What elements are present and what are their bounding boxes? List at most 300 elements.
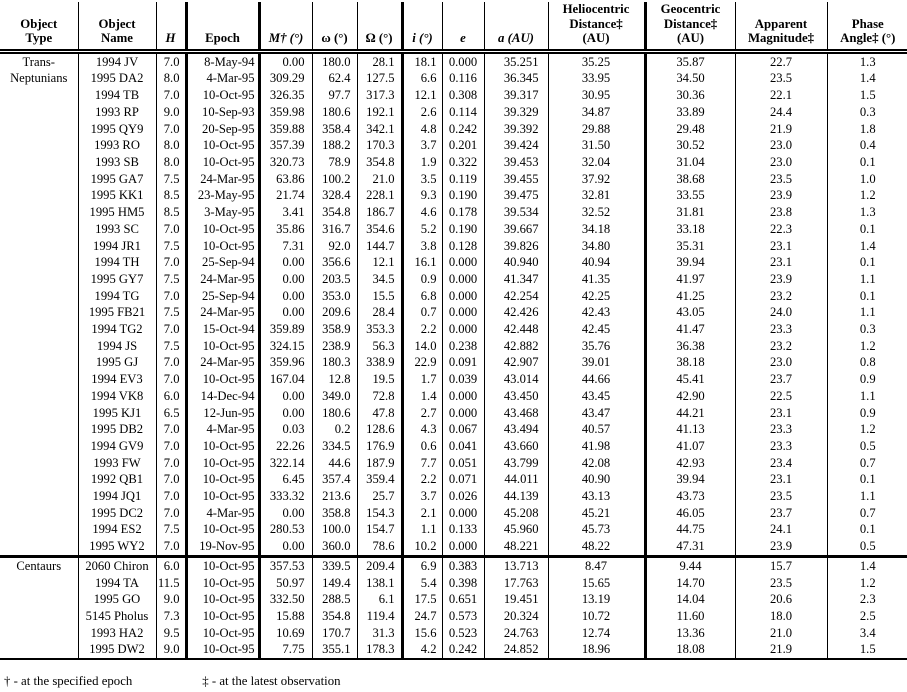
table-cell: 7.0 — [156, 51, 186, 70]
table-row — [0, 271, 907, 288]
table-cell: 29.88 — [548, 121, 645, 138]
table-cell: 358.9 — [312, 321, 357, 338]
table-cell: 0.7 — [402, 304, 442, 321]
table-cell: 355.1 — [312, 641, 357, 659]
table-cell: 19.5 — [357, 371, 402, 388]
table-cell: 0.000 — [442, 271, 484, 288]
table-cell: 18.08 — [645, 641, 735, 659]
table-cell: 23.0 — [735, 154, 827, 171]
table-row — [0, 371, 907, 388]
table-cell: 0.9 — [859, 405, 876, 420]
table-cell: 4-Mar-95 — [186, 70, 259, 87]
table-cell: 39.534 — [484, 204, 548, 221]
table-cell: 24-Mar-95 — [186, 171, 259, 188]
table-cell: 0.000 — [442, 405, 484, 422]
table-cell: 2.5 — [859, 608, 876, 623]
column-header: Heliocentric Distance‡ (AU) — [548, 2, 645, 51]
table-cell: 23.1 — [735, 405, 827, 422]
table-cell: 22.3 — [735, 221, 827, 238]
table-cell: 0.00 — [259, 254, 312, 271]
table-cell: 33.18 — [645, 221, 735, 238]
table-cell: 0.119 — [442, 171, 484, 188]
table-cell: 1994 JS — [78, 338, 156, 355]
table-cell: 0.000 — [442, 321, 484, 338]
table-cell: 0.7 — [859, 455, 876, 470]
table-cell: 36.38 — [645, 338, 735, 355]
table-cell: 1.4 — [827, 556, 907, 574]
table-cell: 359.4 — [357, 471, 402, 488]
table-row — [0, 438, 907, 455]
table-cell: 40.94 — [548, 254, 645, 271]
table-cell: 31.50 — [548, 137, 645, 154]
table-cell: 4-Mar-95 — [186, 421, 259, 438]
table-cell: 10-Oct-95 — [186, 641, 259, 659]
table-cell: 339.5 — [312, 556, 357, 574]
table-cell: 10-Oct-95 — [186, 556, 259, 574]
table-row — [0, 521, 907, 538]
table-cell: 23.4 — [735, 455, 827, 472]
table-cell: 0.1 — [859, 288, 876, 303]
table-cell: 3.41 — [259, 204, 312, 221]
table-cell: 7.5 — [156, 338, 186, 355]
table-cell: 154.3 — [357, 505, 402, 522]
table-cell: 10.72 — [548, 608, 645, 625]
table-cell: 8.0 — [156, 137, 186, 154]
table-cell: 56.3 — [357, 338, 402, 355]
table-cell: 29.48 — [645, 121, 735, 138]
table-cell: 42.25 — [548, 288, 645, 305]
table-cell: 1995 GY7 — [78, 271, 156, 288]
table-cell: 34.5 — [357, 271, 402, 288]
table-cell: 44.66 — [548, 371, 645, 388]
table-cell: 209.6 — [312, 304, 357, 321]
table-cell: 0.1 — [859, 522, 876, 537]
table-cell: 0.041 — [442, 438, 484, 455]
table-cell: 1.5 — [859, 642, 876, 657]
table-cell: 1994 JR1 — [78, 238, 156, 255]
table-cell: 1.0 — [859, 171, 876, 186]
table-cell: 334.5 — [312, 438, 357, 455]
table-cell: 333.32 — [259, 488, 312, 505]
table-cell: 23.7 — [735, 505, 827, 522]
table-cell: 9.5 — [156, 625, 186, 642]
table-cell: 0.1 — [859, 221, 876, 236]
table-cell: 0.00 — [259, 388, 312, 405]
table-cell: 326.35 — [259, 87, 312, 104]
table-cell: 44.75 — [645, 521, 735, 538]
table-cell: 9.0 — [156, 641, 186, 659]
table-cell: 1.4 — [859, 71, 876, 86]
table-cell: 1.2 — [859, 188, 876, 203]
table-cell: 0.133 — [442, 521, 484, 538]
table-cell: 23.5 — [735, 488, 827, 505]
table-cell: 180.6 — [312, 104, 357, 121]
table-cell: 1995 DB2 — [78, 421, 156, 438]
table-cell: 42.426 — [484, 304, 548, 321]
table-cell: 2060 Chiron — [78, 556, 156, 574]
table-row — [0, 421, 907, 438]
table-cell: 17.763 — [484, 575, 548, 592]
table-cell: 63.86 — [259, 171, 312, 188]
table-cell: 7.0 — [156, 121, 186, 138]
table-cell: 42.448 — [484, 321, 548, 338]
table-cell: 41.97 — [645, 271, 735, 288]
table-cell: 3.5 — [402, 171, 442, 188]
table-cell: 43.13 — [548, 488, 645, 505]
table-cell: 37.92 — [548, 171, 645, 188]
table-cell: 24.0 — [735, 304, 827, 321]
table-cell: 12.8 — [312, 371, 357, 388]
table-cell: 1.5 — [859, 88, 876, 103]
table-cell: 338.9 — [357, 354, 402, 371]
table-cell: 0.000 — [442, 538, 484, 556]
table-cell: 21.9 — [735, 641, 827, 659]
table-cell: 22.5 — [735, 388, 827, 405]
section-label: Centaurs — [0, 556, 78, 659]
table-cell: 42.45 — [548, 321, 645, 338]
table-cell: 7.31 — [259, 238, 312, 255]
table-row — [0, 238, 907, 255]
table-cell: 1994 JV — [78, 51, 156, 70]
table-cell: 10-Oct-95 — [186, 137, 259, 154]
table-row — [0, 405, 907, 422]
table-cell: 25-Sep-94 — [186, 288, 259, 305]
table-cell: 354.8 — [312, 608, 357, 625]
table-cell: 3.8 — [402, 238, 442, 255]
table-cell: 23.9 — [735, 538, 827, 556]
table-cell: 39.94 — [645, 254, 735, 271]
table-cell: 39.392 — [484, 121, 548, 138]
table-cell: 24.7 — [402, 608, 442, 625]
table-cell: 5.2 — [402, 221, 442, 238]
table-cell: 10-Oct-95 — [186, 438, 259, 455]
section-label: Trans- Neptunians — [0, 51, 78, 556]
table-cell: 18.1 — [402, 51, 442, 70]
table-cell: 3.7 — [402, 488, 442, 505]
table-cell: 22.1 — [735, 87, 827, 104]
table-cell: 31.81 — [645, 204, 735, 221]
table-cell: 0.322 — [442, 154, 484, 171]
table-cell: 0.1 — [859, 255, 876, 270]
table-cell: 7.0 — [156, 321, 186, 338]
table-cell: 39.94 — [645, 471, 735, 488]
table-cell: 1.2 — [859, 422, 876, 437]
table-cell: 42.254 — [484, 288, 548, 305]
table-cell: 39.01 — [548, 354, 645, 371]
table-cell: 1995 FB21 — [78, 304, 156, 321]
table-cell: 1995 DA2 — [78, 70, 156, 87]
table-cell: 1995 HM5 — [78, 204, 156, 221]
table-cell: 6.9 — [402, 556, 442, 574]
table-cell: 1.7 — [402, 371, 442, 388]
table-body — [0, 51, 907, 659]
table-cell: 1993 SC — [78, 221, 156, 238]
table-cell: 1.8 — [859, 121, 876, 136]
table-row — [0, 505, 907, 522]
table-cell: 0.5 — [859, 438, 876, 453]
table-cell: 6.0 — [156, 556, 186, 574]
column-header: ω (°) — [312, 2, 357, 51]
table-cell: 38.18 — [645, 354, 735, 371]
table-cell: 44.139 — [484, 488, 548, 505]
table-cell: 1.2 — [859, 338, 876, 353]
table-cell: 1995 QY9 — [78, 121, 156, 138]
table-row — [0, 641, 907, 659]
table-cell: 7.0 — [156, 371, 186, 388]
table-cell: 42.08 — [548, 455, 645, 472]
column-header: Geocentric Distance‡ (AU) — [645, 2, 735, 51]
table-row — [0, 104, 907, 121]
table-cell: 15.65 — [548, 575, 645, 592]
table-row — [0, 288, 907, 305]
table-cell: 39.475 — [484, 187, 548, 204]
table-cell: 24-Mar-95 — [186, 354, 259, 371]
table-cell: 1994 TA — [78, 575, 156, 592]
table-cell: 192.1 — [357, 104, 402, 121]
table-cell: 36.345 — [484, 70, 548, 87]
table-cell: 23.9 — [735, 187, 827, 204]
table-cell: 24.763 — [484, 625, 548, 642]
table-cell: 0.000 — [442, 288, 484, 305]
footnote-observation: ‡ - at the latest observation — [202, 674, 341, 689]
table-cell: 0.114 — [442, 104, 484, 121]
table-cell: 320.73 — [259, 154, 312, 171]
table-cell: 1994 EV3 — [78, 371, 156, 388]
table-cell: 180.0 — [312, 51, 357, 70]
table-cell: 10-Oct-95 — [186, 371, 259, 388]
column-header: Epoch — [186, 2, 259, 51]
table-cell: 39.453 — [484, 154, 548, 171]
table-cell: 78.9 — [312, 154, 357, 171]
table-cell: 45.208 — [484, 505, 548, 522]
table-cell: 10-Oct-95 — [186, 591, 259, 608]
table-cell: 359.89 — [259, 321, 312, 338]
table-row — [0, 221, 907, 238]
table-cell: 0.000 — [442, 304, 484, 321]
table-cell: 23.0 — [735, 354, 827, 371]
table-cell: 309.29 — [259, 70, 312, 87]
table-cell: 46.05 — [645, 505, 735, 522]
table-cell: 10-Oct-95 — [186, 455, 259, 472]
table-cell: 24.852 — [484, 641, 548, 659]
table-cell: 22.7 — [735, 51, 827, 70]
table-cell: 0.091 — [442, 354, 484, 371]
table-cell: 354.8 — [312, 204, 357, 221]
table-cell: 8-May-94 — [186, 51, 259, 70]
table-cell: 10-Oct-95 — [186, 488, 259, 505]
table-row — [0, 354, 907, 371]
table-cell: 14.0 — [402, 338, 442, 355]
table-cell: 23.5 — [735, 70, 827, 87]
table-cell: 1994 TB — [78, 87, 156, 104]
table-cell: 48.22 — [548, 538, 645, 556]
column-header: M† (°) — [259, 2, 312, 51]
table-cell: 317.3 — [357, 87, 402, 104]
table-cell: 43.014 — [484, 371, 548, 388]
table-row — [0, 171, 907, 188]
table-cell: 10-Oct-95 — [186, 338, 259, 355]
table-cell: 92.0 — [312, 238, 357, 255]
table-cell: 23.2 — [735, 338, 827, 355]
table-cell: 0.7 — [859, 505, 876, 520]
table-cell: 0.398 — [442, 575, 484, 592]
table-cell: 2.3 — [859, 592, 876, 607]
table-cell: 2.2 — [402, 471, 442, 488]
table-cell: 43.47 — [548, 405, 645, 422]
table-cell: 6.1 — [357, 591, 402, 608]
column-header: e — [442, 2, 484, 51]
table-cell: 45.960 — [484, 521, 548, 538]
table-cell: 21.0 — [735, 625, 827, 642]
table-row — [0, 87, 907, 104]
table-cell: 0.039 — [442, 371, 484, 388]
table-row — [0, 608, 907, 625]
table-cell: 359.96 — [259, 354, 312, 371]
table-cell: 28.4 — [357, 304, 402, 321]
table-cell: 0.242 — [442, 121, 484, 138]
table-cell: 0.000 — [442, 388, 484, 405]
table-cell: 128.6 — [357, 421, 402, 438]
table-row — [0, 575, 907, 592]
table-cell: 15-Oct-94 — [186, 321, 259, 338]
table-cell: 3.4 — [859, 625, 876, 640]
table-cell: 44.011 — [484, 471, 548, 488]
table-row — [0, 121, 907, 138]
table-cell: 4.8 — [402, 121, 442, 138]
table-cell: 8.5 — [156, 204, 186, 221]
table-cell: 0.026 — [442, 488, 484, 505]
table-cell: 1994 TG2 — [78, 321, 156, 338]
table-cell: 8.5 — [156, 187, 186, 204]
table-cell: 1.1 — [859, 388, 876, 403]
table-cell: 12-Jun-95 — [186, 405, 259, 422]
table-cell: 316.7 — [312, 221, 357, 238]
table-row — [0, 204, 907, 221]
table-cell: 21.9 — [735, 121, 827, 138]
footnote-epoch: † - at the specified epoch — [4, 674, 133, 689]
table-cell: 228.1 — [357, 187, 402, 204]
table-cell: 35.87 — [645, 51, 735, 70]
table-cell: 7.0 — [156, 455, 186, 472]
table-cell: 0.8 — [859, 355, 876, 370]
table-cell: 14.70 — [645, 575, 735, 592]
table-cell: 1994 VK8 — [78, 388, 156, 405]
table-cell: 0.238 — [442, 338, 484, 355]
table-cell: 0.00 — [259, 51, 312, 70]
table-cell: 32.81 — [548, 187, 645, 204]
table-cell: 0.2 — [312, 421, 357, 438]
table-cell: 33.55 — [645, 187, 735, 204]
table-cell: 1995 DW2 — [78, 641, 156, 659]
table-cell: 1.4 — [402, 388, 442, 405]
objects-table — [0, 2, 907, 660]
table-cell: 20-Sep-95 — [186, 121, 259, 138]
table-cell: 354.8 — [357, 154, 402, 171]
table-cell: 7.7 — [402, 455, 442, 472]
table-cell: 213.6 — [312, 488, 357, 505]
table-cell: 11.60 — [645, 608, 735, 625]
table-cell: 32.04 — [548, 154, 645, 171]
table-cell: 13.36 — [645, 625, 735, 642]
table-cell: 10.69 — [259, 625, 312, 642]
table-cell: 4.6 — [402, 204, 442, 221]
table-cell: 78.6 — [357, 538, 402, 556]
table-cell: 1995 KK1 — [78, 187, 156, 204]
column-header: i (°) — [402, 2, 442, 51]
table-cell: 7.5 — [156, 238, 186, 255]
table-cell: 0.000 — [442, 505, 484, 522]
table-cell: 62.4 — [312, 70, 357, 87]
table-cell: 25.7 — [357, 488, 402, 505]
table-cell: 22.9 — [402, 354, 442, 371]
table-cell: 41.347 — [484, 271, 548, 288]
table-cell: 4.2 — [402, 641, 442, 659]
table-cell: 17.5 — [402, 591, 442, 608]
table-cell: 23.1 — [735, 254, 827, 271]
table-row — [0, 625, 907, 642]
table-cell: 42.93 — [645, 455, 735, 472]
table-cell: 43.05 — [645, 304, 735, 321]
table-cell: 180.3 — [312, 354, 357, 371]
table-cell: 39.317 — [484, 87, 548, 104]
table-cell: 41.98 — [548, 438, 645, 455]
footnotes — [4, 674, 907, 689]
table-cell: 0.00 — [259, 538, 312, 556]
table-row — [0, 154, 907, 171]
table-cell: 357.53 — [259, 556, 312, 574]
table-cell: 7.5 — [156, 521, 186, 538]
column-header: a (AU) — [484, 2, 548, 51]
table-cell: 9.0 — [156, 591, 186, 608]
table-cell: 50.97 — [259, 575, 312, 592]
table-cell: 41.13 — [645, 421, 735, 438]
table-cell: 6.0 — [156, 388, 186, 405]
table-cell: 42.907 — [484, 354, 548, 371]
table-cell: 324.15 — [259, 338, 312, 355]
table-cell: 6.5 — [156, 405, 186, 422]
table-cell: 4-Mar-95 — [186, 505, 259, 522]
table-cell: 0.242 — [442, 641, 484, 659]
table-cell: 24.4 — [735, 104, 827, 121]
column-header: Phase Angle‡ (°) — [827, 2, 907, 51]
table-cell: 23.1 — [735, 238, 827, 255]
table-cell: 25-Sep-94 — [186, 254, 259, 271]
table-cell: 1995 GA7 — [78, 171, 156, 188]
table-cell: 32.52 — [548, 204, 645, 221]
table-cell: 1993 HA2 — [78, 625, 156, 642]
table-row — [0, 488, 907, 505]
table-cell: 1993 FW — [78, 455, 156, 472]
table-cell: 0.03 — [259, 421, 312, 438]
table-cell: 119.4 — [357, 608, 402, 625]
table-cell: 21.74 — [259, 187, 312, 204]
table-cell: 19-Nov-95 — [186, 538, 259, 556]
table-cell: 0.201 — [442, 137, 484, 154]
table-cell: 0.651 — [442, 591, 484, 608]
table-cell: 43.660 — [484, 438, 548, 455]
table-cell: 288.5 — [312, 591, 357, 608]
table-cell: 39.667 — [484, 221, 548, 238]
table-cell: 0.1 — [859, 155, 876, 169]
table-cell: 1993 RP — [78, 104, 156, 121]
table-cell: 1994 TG — [78, 288, 156, 305]
table-cell: 0.308 — [442, 87, 484, 104]
table-cell: 20.6 — [735, 591, 827, 608]
table-cell: 359.98 — [259, 104, 312, 121]
table-cell: 19.451 — [484, 591, 548, 608]
table-cell: 1.9 — [402, 154, 442, 171]
table-cell: 1995 KJ1 — [78, 405, 156, 422]
